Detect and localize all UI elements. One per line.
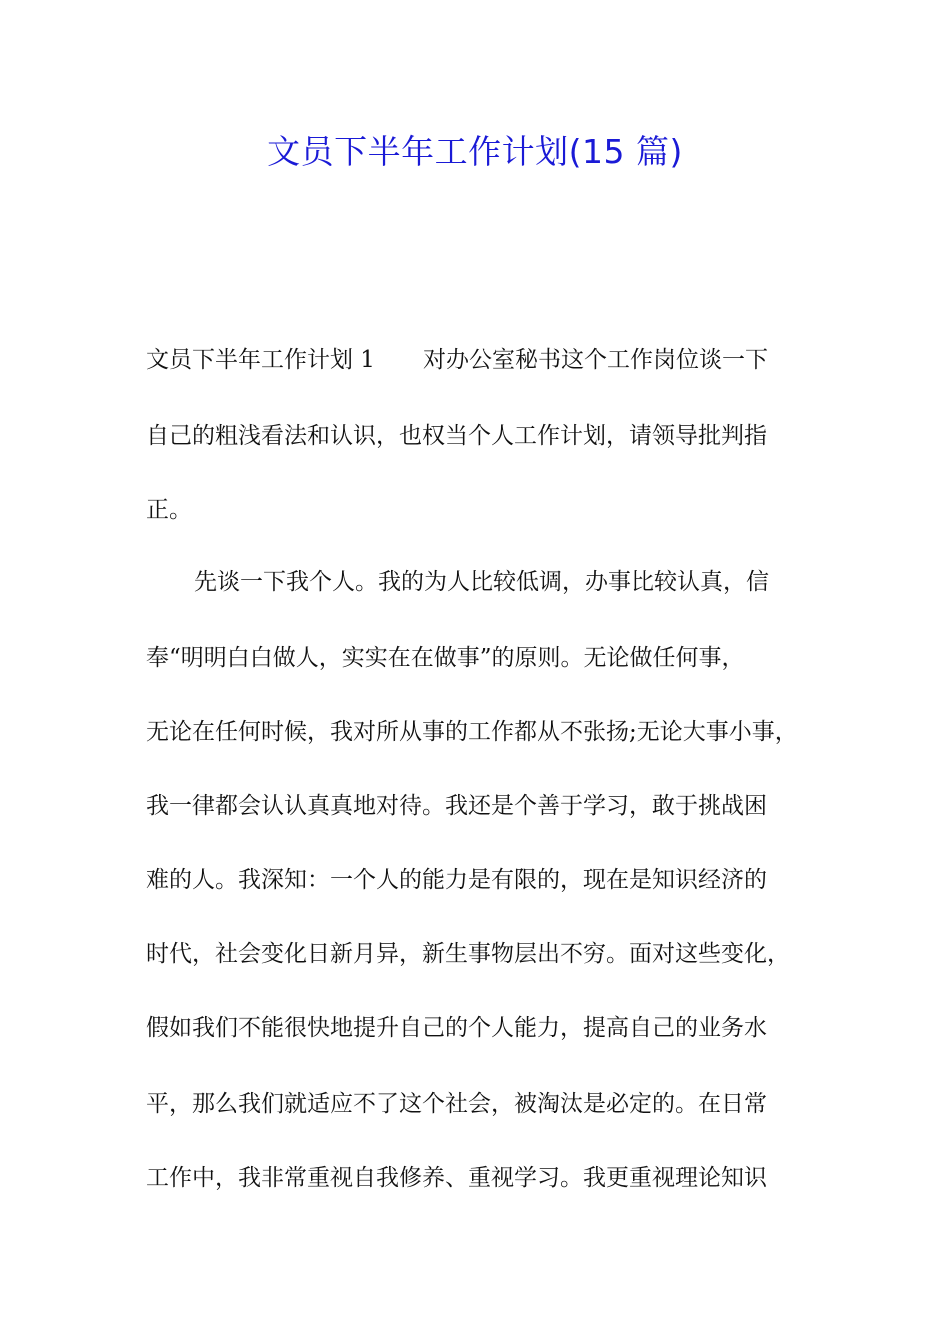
body-line: 自己的粗浅看法和认识，也权当个人工作计划，请领导批判指 (146, 423, 767, 449)
body-line: 平，那么我们就适应不了这个社会，被淘汰是必定的。在日常 (146, 1091, 767, 1117)
paragraph-first-line: 先谈一下我个人。我的为人比较低调，办事比较认真，信 (194, 569, 769, 595)
body-line: 工作中，我非常重视自我修养、重视学习。我更重视理论知识 (146, 1165, 767, 1191)
body-line: 时代，社会变化日新月异，新生事物层出不穷。面对这些变化， (146, 941, 790, 967)
first-line (146, 344, 816, 376)
body-line: 无论在任何时候，我对所从事的工作都从不张扬;无论大事小事， (146, 719, 798, 745)
body-line: 难的人。我深知：一个人的能力是有限的，现在是知识经济的 (146, 867, 767, 893)
first-line-text: 对办公室秘书这个工作岗位谈一下 (422, 347, 768, 373)
body-line: 正。 (146, 497, 192, 523)
body-line: 我一律都会认认真真地对待。我还是个善于学习，敢于挑战困 (146, 793, 767, 819)
document-title: 文员下半年工作计划(15 篇) (267, 132, 683, 171)
body-line: 奉“明明白白做人，实实在在做事”的原则。无论做任何事， (146, 645, 745, 671)
section-heading: 文员下半年工作计划 1 (146, 347, 375, 373)
body-line: 假如我们不能很快地提升自己的个人能力，提高自己的业务水 (146, 1015, 767, 1041)
